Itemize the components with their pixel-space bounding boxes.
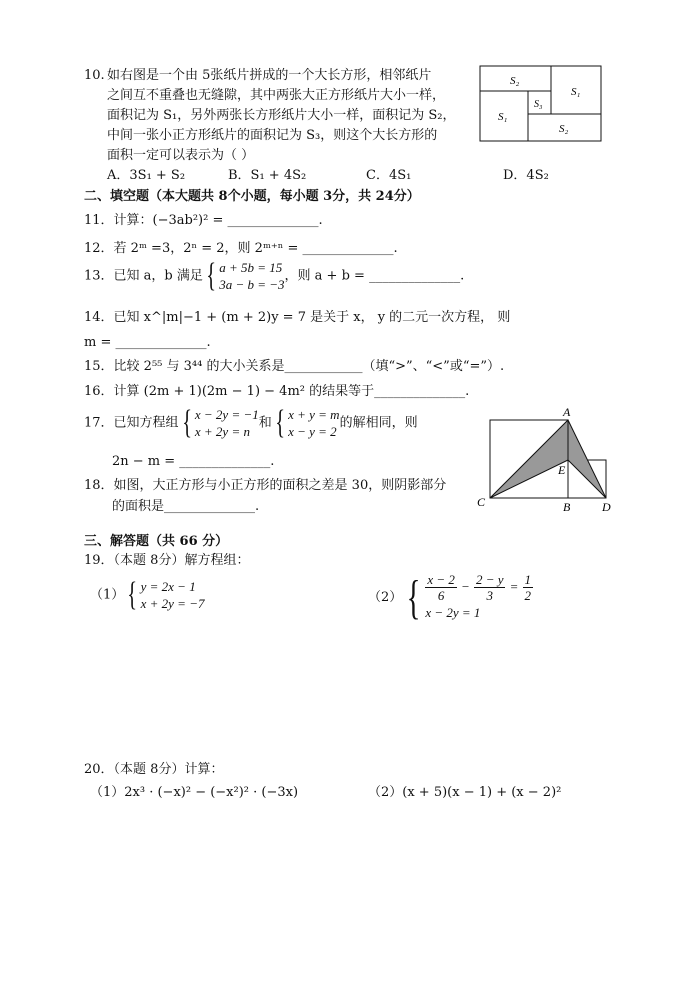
q10-line-5: 面积一定可以表示为（ ） <box>107 148 255 163</box>
fig-label-s1-right: S₁ <box>571 86 581 98</box>
fig-label-b: B <box>563 500 571 514</box>
q11: 11．计算：(−3ab²)² = ______________. <box>84 213 323 228</box>
q15: 15．比较 2⁵⁵ 与 3⁴⁴ 的大小关系是____________（填“>”、“<”或“=”）. <box>84 359 505 374</box>
q17-system2-eq2: x − y = 2 <box>288 424 337 439</box>
q19-part-1-eq1: y = 2x − 1 <box>140 579 196 594</box>
q10-option-a: A．3S₁ + S₂ <box>107 168 186 183</box>
q20-title: 20．（本题 8分）计算： <box>84 762 224 777</box>
q14-line-1: 14．已知 x^|m|−1 + (m + 2)y = 7 是关于 x， y 的二元一次方程， 则 <box>84 310 511 325</box>
q10-rectangle-figure <box>479 65 603 143</box>
q10-option-d: D．4S₂ <box>503 168 549 183</box>
q19-minus: − <box>461 579 470 594</box>
q17-and: 和 <box>258 415 272 431</box>
q13 <box>84 259 464 293</box>
q12: 12．若 2ᵐ =3，2ⁿ = 2，则 2ᵐ⁺ⁿ = ______________. <box>84 241 398 256</box>
q10-option-b: B．S₁ + 4S₂ <box>228 168 307 183</box>
q19-frac2-denominator: 3 <box>486 588 493 603</box>
q17-prefix: 17．已知方程组 <box>84 415 179 431</box>
fig-label-d: D <box>602 500 611 514</box>
brace-icon: { <box>127 576 138 613</box>
q17-line-2: 2n − m = ______________. <box>112 454 275 469</box>
q10-line-1: 如右图是一个由 5张纸片拼成的一个大长方形，相邻纸片 <box>107 68 432 83</box>
q17-system2-eq1: x + y = m <box>288 407 340 422</box>
q18-line-1: 18．如图，大正方形与小正方形的面积之差是 30，则阴影部分 <box>84 478 447 493</box>
q10-line-2: 之间互不重叠也无缝隙，其中两张大正方形纸片大小一样， <box>107 88 446 103</box>
q20-part-2: （2）(x + 5)(x − 1) + (x − 2)² <box>368 785 562 800</box>
q19-frac1-numerator: x − 2 <box>427 572 455 587</box>
fig-label-s2-bottom: S₂ <box>559 123 569 135</box>
fig-label-a: A <box>563 405 571 419</box>
q19-part-2-label: （2） <box>368 590 403 605</box>
q14-line-2: m = ______________. <box>84 335 211 350</box>
fig-label-s3: S₃ <box>534 99 543 110</box>
q19-part-2-eq2: x − 2y = 1 <box>425 605 481 620</box>
q17 <box>84 406 418 440</box>
q13-eq2: 3a − b = −3 <box>219 277 285 292</box>
q16: 16．计算 (2m + 1)(2m − 1) − 4m² 的结果等于______________. <box>84 384 470 399</box>
q10-line-4: 中间一张小正方形纸片的面积记为 S₃，则这个大长方形的 <box>107 128 438 143</box>
section-3-title: 三、解答题（共 66 分） <box>84 534 229 549</box>
q10-number: 10. <box>84 68 105 83</box>
brace-icon: { <box>406 570 421 624</box>
q19-part-1-label: （1） <box>90 587 125 603</box>
q17-system1-eq2: x + 2y = n <box>194 424 250 439</box>
fig-label-c: C <box>477 495 486 509</box>
q19-frac2-numerator: 2 − y <box>475 572 504 587</box>
q19-part-1-eq2: x + 2y = −7 <box>140 596 205 611</box>
section-2-title: 二、填空题（本大题共 8个小题，每小题 3分，共 24分） <box>84 189 420 204</box>
brace-icon: { <box>206 257 216 294</box>
brace-icon: { <box>275 404 285 441</box>
fig-label-s2-top: S₂ <box>510 75 520 87</box>
q20-part-1: （1）2x³ · (−x)² − (−x²)² · (−3x) <box>90 785 299 800</box>
q10-option-c: C．4S₁ <box>366 168 412 183</box>
q17-system1-eq1: x − 2y = −1 <box>194 407 259 422</box>
q19-equals: = <box>509 579 519 594</box>
q19-part-2 <box>368 572 533 623</box>
q10-line-3: 面积记为 S₁，另外两张长方形纸片大小一样，面积记为 S₂， <box>107 108 456 123</box>
q19-frac3-denominator: 2 <box>524 588 532 603</box>
fig-label-s1-left: S₁ <box>498 111 508 123</box>
brace-icon: { <box>181 404 192 441</box>
q19-title: 19．（本题 8分）解方程组： <box>84 553 250 568</box>
q17-suffix: 的解相同，则 <box>339 415 418 431</box>
q19-frac3-numerator: 1 <box>524 572 532 587</box>
q13-prefix: 13．已知 a，b 满足 <box>84 268 203 284</box>
q18-line-2: 的面积是______________. <box>112 499 260 514</box>
q19-part-1 <box>90 578 204 612</box>
q13-suffix: ，则 a + b = ______________. <box>284 268 465 284</box>
fig-label-e: E <box>558 463 566 477</box>
q18-squares-figure <box>474 404 620 514</box>
q19-frac1-denominator: 6 <box>437 588 445 603</box>
q13-eq1: a + 5b = 15 <box>219 260 283 275</box>
